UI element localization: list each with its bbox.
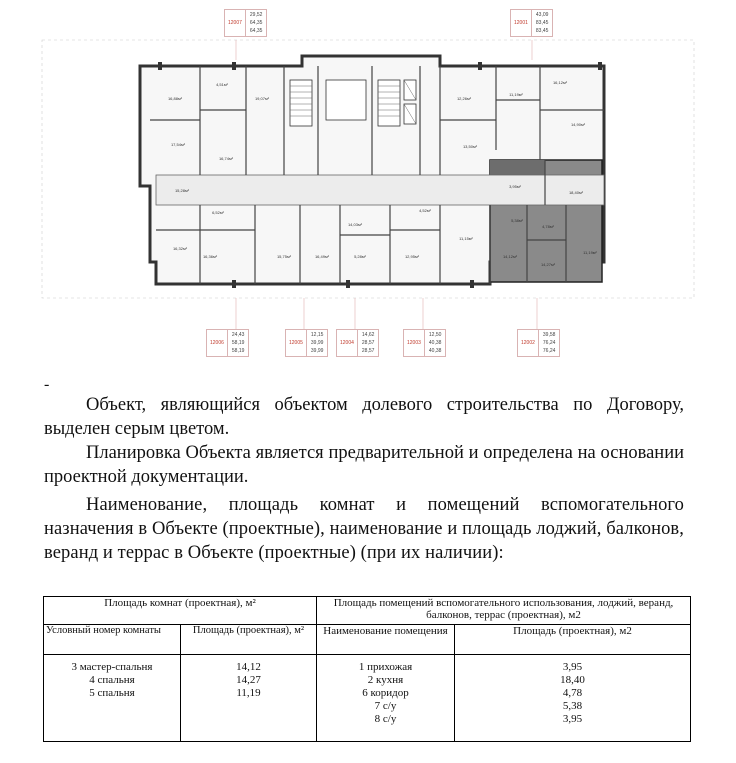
room-area-label: 14,12м² (502, 254, 518, 259)
paragraph-object-highlight: Объект, являющийся объектом долевого строительства по Договору, выделен серым цветом. (44, 395, 684, 439)
room-area-label: 16,32м² (172, 246, 188, 251)
aux-area: 3,95 (562, 713, 583, 725)
callout-value: 58,19 (231, 340, 245, 346)
callout-code: 12003 (404, 330, 425, 356)
callout-value: 12,15 (310, 332, 324, 338)
aux-name: 2 кухня (367, 674, 404, 686)
callout-value: 58,19 (231, 348, 245, 354)
aux-name: 1 прихожая (358, 661, 413, 673)
callout-code: 12001 (511, 10, 532, 36)
floor-plan (0, 0, 736, 372)
room-area-label: 19,07м² (254, 96, 270, 101)
room-area-label: 16,49м² (314, 254, 330, 259)
callout-value: 28,57 (361, 348, 375, 354)
callout-value: 40,38 (428, 348, 442, 354)
room-area-label: 13,50м² (462, 144, 478, 149)
callout-top-2 (510, 9, 553, 37)
aux-name: 7 с/у (374, 700, 397, 712)
room-area-label: 14,90м² (570, 122, 586, 127)
aux-area: 18,40 (560, 674, 585, 686)
room-area-label: 17,54м² (170, 142, 186, 147)
room-area-label: 14,03м² (347, 222, 363, 227)
area-table (43, 596, 691, 742)
aux-names-cell (317, 655, 455, 742)
dash-marker: - (44, 376, 50, 393)
room-area-label: 16,74м² (218, 156, 234, 161)
col-room-area: Площадь (проектная), м² (181, 625, 317, 655)
callout-value: 39,58 (542, 332, 556, 338)
callout-value: 14,62 (361, 332, 375, 338)
room-area-label: 16,88м² (167, 96, 183, 101)
col-room-number: Условный номер комнаты (44, 625, 181, 655)
callout-value: 76,24 (542, 348, 556, 354)
callout-top-1 (224, 9, 267, 37)
callout-value: 39,99 (310, 340, 324, 346)
paragraph-preliminary-layout: Планировка Объекта является предварительной и определена на основании проектной документации. (44, 443, 684, 487)
room-area-label: 12,26м² (456, 96, 472, 101)
callout-value: 76,24 (542, 340, 556, 346)
header-aux-areas: Площадь помещений вспомогательного использования, лоджий, веранд, балконов, террас (проектная), м2 (317, 597, 691, 625)
room-area-label: 15,75м² (276, 254, 292, 259)
paragraph-area-description: Наименование, площадь комнат и помещений вспомогательного назначения в Объекте (проектные), наименование и площадь лоджий, балконов, веранд и террас в Объекте (проектные) (при их наличии): (44, 495, 684, 563)
aux-area: 5,38 (562, 700, 583, 712)
room-area-label: 4,51м² (216, 82, 228, 87)
callout-bottom-3 (336, 329, 379, 357)
callout-value: 43,09 (535, 12, 549, 18)
room-area-label: 11,15м² (459, 236, 473, 241)
room-area-label: 5,28м² (354, 254, 366, 259)
room-area-label: 12,95м² (404, 254, 420, 259)
callout-bottom-5 (517, 329, 560, 357)
callout-value: 83,45 (535, 20, 549, 26)
col-aux-name: Наименование помещения (317, 625, 455, 655)
callout-value: 39,99 (310, 348, 324, 354)
aux-areas-cell (455, 655, 691, 742)
room-area: 14,27 (236, 674, 261, 686)
room-area-label: 16,36м² (202, 254, 218, 259)
room-area-label: 5,38м² (511, 218, 523, 223)
aux-area: 4,78 (562, 687, 583, 699)
callout-value: 64,35 (249, 20, 263, 26)
col-aux-area: Площадь (проектная), м2 (455, 625, 691, 655)
callout-code: 12007 (225, 10, 246, 36)
room-name: 5 спальня (89, 687, 135, 699)
callout-value: 29,52 (249, 12, 263, 18)
callout-value: 24,43 (231, 332, 245, 338)
callout-code: 12004 (337, 330, 358, 356)
room-area: 14,12 (236, 661, 261, 673)
room-area-label: 11,19м² (583, 250, 597, 255)
room-areas-cell (181, 655, 317, 742)
floor-plan-drawing (0, 0, 736, 372)
aux-area: 3,95 (562, 661, 583, 673)
room-area-label: 4,78м² (542, 224, 554, 229)
callout-bottom-1 (206, 329, 249, 357)
header-room-areas: Площадь комнат (проектная), м² (44, 597, 317, 625)
callout-value: 64,35 (249, 28, 263, 34)
callout-bottom-2 (285, 329, 328, 357)
room-name: 4 спальня (89, 674, 135, 686)
callout-value: 12,50 (428, 332, 442, 338)
callout-code: 12006 (207, 330, 228, 356)
callout-value: 83,45 (535, 28, 549, 34)
room-area-label: 16,12м² (552, 80, 568, 85)
room-area-label: 6,52м² (212, 210, 224, 215)
room-area: 11,19 (236, 687, 261, 699)
room-area-label: 11,19м² (509, 92, 523, 97)
room-names-cell (44, 655, 181, 742)
room-area-label: 18,40м² (568, 190, 584, 195)
room-area-label: 15,28м² (174, 188, 190, 193)
room-area-label: 3,95м² (509, 184, 521, 189)
callout-value: 28,57 (361, 340, 375, 346)
room-name: 3 мастер-спальня (71, 661, 153, 673)
aux-name: 8 с/у (374, 713, 397, 725)
room-area-label: 4,52м² (419, 208, 431, 213)
callout-code: 12005 (286, 330, 307, 356)
aux-name: 6 коридор (362, 687, 409, 699)
callout-value: 40,38 (428, 340, 442, 346)
room-area-label: 14,27м² (540, 262, 556, 267)
callout-code: 12002 (518, 330, 539, 356)
callout-bottom-4 (403, 329, 446, 357)
